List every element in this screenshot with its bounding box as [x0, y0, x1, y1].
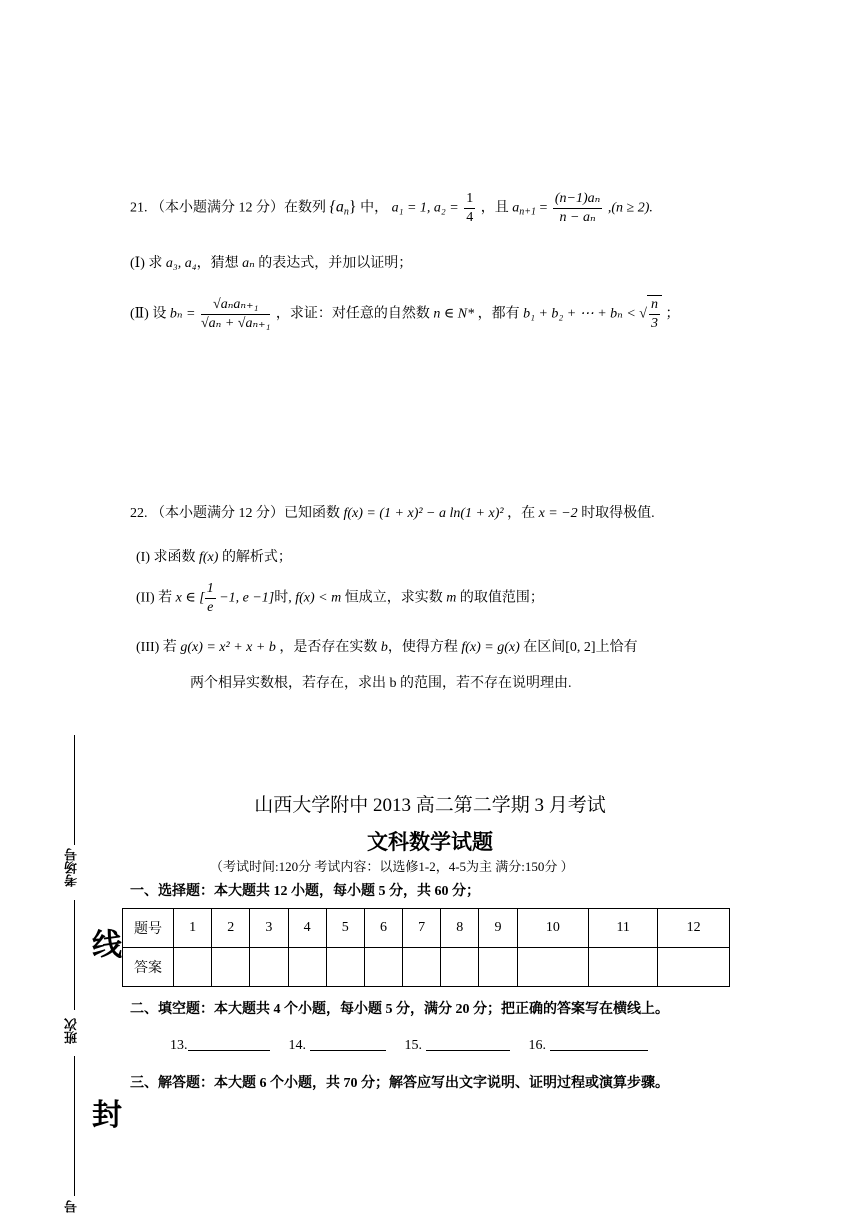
- row-label-number: 题号: [123, 909, 174, 948]
- row-label-answer: 答案: [123, 948, 174, 987]
- answer-cell[interactable]: [517, 948, 589, 987]
- answer-cell[interactable]: [250, 948, 288, 987]
- answer-table: [122, 908, 730, 987]
- school-title: 山西大学附中 2013 高二第二学期 3 月考试: [254, 795, 606, 816]
- q21-frac: $\frac{1}{4}$: [466, 191, 474, 225]
- q21-part1: (Ⅰ) 求 a₃, a₄，猜想 aₙ 的表达式，并加以证明；: [130, 256, 413, 271]
- blank-13-label: 13.: [170, 1038, 188, 1053]
- margin-line-bottom: [74, 1126, 75, 1196]
- q21-rec-frac: $\frac{\text{(n−1)aₙ}}{\text{n − aₙ}}$: [554, 191, 601, 225]
- q22-part3-line2: 两个相异实数根，若存在，求出 b 的范围，若不存在说明理由.: [190, 676, 572, 691]
- blank-15[interactable]: [426, 1050, 510, 1051]
- answer-cell[interactable]: [174, 948, 212, 987]
- q21-line1: 21. （本小题满分 12 分）在数列 $\{a_n\}$ 中， a₁ = 1, a₂ = $\frac{1}{4}$ ，且 $a_{n+1}$ = $\frac{\text{(n−1)aₙ}}{\text{n − aₙ}}$ ,(n ≥ 2).: [130, 191, 653, 225]
- q-number-cell: 1: [174, 909, 212, 948]
- section-choice: 一、选择题：本大题共 12 小题，每小题 5 分，共 60 分；: [130, 884, 480, 899]
- section-fill: 二、填空题：本大题共 4 个小题，每小题 5 分，满分 20 分；把正确的答案写在横线上。: [130, 1002, 669, 1017]
- answer-cell[interactable]: [658, 948, 730, 987]
- blank-15-label: 15.: [404, 1038, 422, 1053]
- q-number-cell: 11: [589, 909, 658, 948]
- blank-16-label: 16.: [528, 1038, 546, 1053]
- margin-line-lower: [74, 1056, 75, 1126]
- q-number-cell: 6: [364, 909, 402, 948]
- blank-13[interactable]: [188, 1050, 270, 1051]
- margin-seal-char: 封: [92, 1098, 122, 1133]
- q-number-cell: 3: [250, 909, 288, 948]
- q-number-cell: 12: [658, 909, 730, 948]
- subject-title: 文科数学试题: [367, 831, 493, 854]
- sqrt-symbol: √: [639, 306, 647, 322]
- q21-header: （本小题满分 12 分）在数列: [151, 200, 326, 216]
- margin-class: 班次: [64, 1018, 79, 1044]
- blank-14-label: 14.: [288, 1038, 306, 1053]
- q-number-cell: 9: [479, 909, 517, 948]
- section-solve: 三、解答题：本大题 6 个小题，共 70 分；解答应写出文字说明、证明过程或演算步骤。: [130, 1076, 669, 1091]
- answer-cell[interactable]: [403, 948, 441, 987]
- q-number-cell: 2: [212, 909, 250, 948]
- q-number-cell: 4: [288, 909, 326, 948]
- blank-14[interactable]: [310, 1050, 386, 1051]
- q21-number: 21.: [130, 200, 148, 216]
- answer-cell[interactable]: [364, 948, 402, 987]
- q22-part2: (II) 若 x ∈ [ $\frac{1}{e}$ −1, e −1]时, f(x) < m 恒成立，求实数 m 的取值范围；: [136, 581, 544, 615]
- answer-cell[interactable]: [589, 948, 658, 987]
- q22-part3: (III) 若 g(x) = x² + x + b ，是否存在实数 b，使得方程 f(x) = g(x) 在区间[0, 2]上恰有: [136, 640, 638, 655]
- q-number-cell: 10: [517, 909, 589, 948]
- table-row-answers: [123, 948, 730, 987]
- q21-rec-cond: ,(n ≥ 2).: [607, 200, 653, 216]
- fill-blanks: [170, 1038, 648, 1054]
- q-number-cell: 7: [403, 909, 441, 948]
- margin-exam-room: 考场号: [64, 848, 79, 887]
- margin-bottom-label: 号: [64, 1200, 79, 1213]
- margin-line-mid: [74, 910, 75, 1010]
- q21-seq: {a: [329, 198, 344, 216]
- answer-cell[interactable]: [326, 948, 364, 987]
- q-number-cell: 8: [441, 909, 479, 948]
- q-number-cell: 5: [326, 909, 364, 948]
- margin-line-upper: [74, 900, 75, 910]
- q21-rec-lhs: a: [512, 200, 520, 216]
- answer-cell[interactable]: [479, 948, 517, 987]
- exam-info: （考试时间:120分 考试内容：以选修1-2，4-5为主 满分:150分 ）: [210, 859, 574, 874]
- q21-init: a₁ = 1, a₂ =: [391, 200, 459, 216]
- margin-line-char: 线: [92, 928, 122, 963]
- blank-16[interactable]: [550, 1050, 648, 1051]
- answer-cell[interactable]: [441, 948, 479, 987]
- q22-line1: 22. （本小题满分 12 分）已知函数 f(x) = (1 + x)² − a ln(1 + x)² ，在 x = −2 时取得极值.: [130, 506, 655, 521]
- q21-part2-frac: $\frac{\text{√aₙaₙ₊₁}}{\text{√aₙ + √aₙ₊₁}}$: [200, 297, 271, 331]
- q22-part1: (I) 求函数 f(x) 的解析式；: [136, 550, 292, 565]
- answer-cell[interactable]: [212, 948, 250, 987]
- q21-and: ，且: [480, 200, 509, 216]
- answer-cell[interactable]: [288, 948, 326, 987]
- q21-middle: 中，: [360, 200, 389, 216]
- table-row-numbers: [123, 909, 730, 948]
- q21-part2: (Ⅱ) 设 bₙ = $\frac{\text{√aₙaₙ₊₁}}{\text{√aₙ + √aₙ₊₁}}$ ，求证：对任意的自然数 n ∈ N* ，都有 b₁ + b₂ + ⋯ + bₙ < √ $\frac{n}{3}$ ；: [130, 297, 680, 331]
